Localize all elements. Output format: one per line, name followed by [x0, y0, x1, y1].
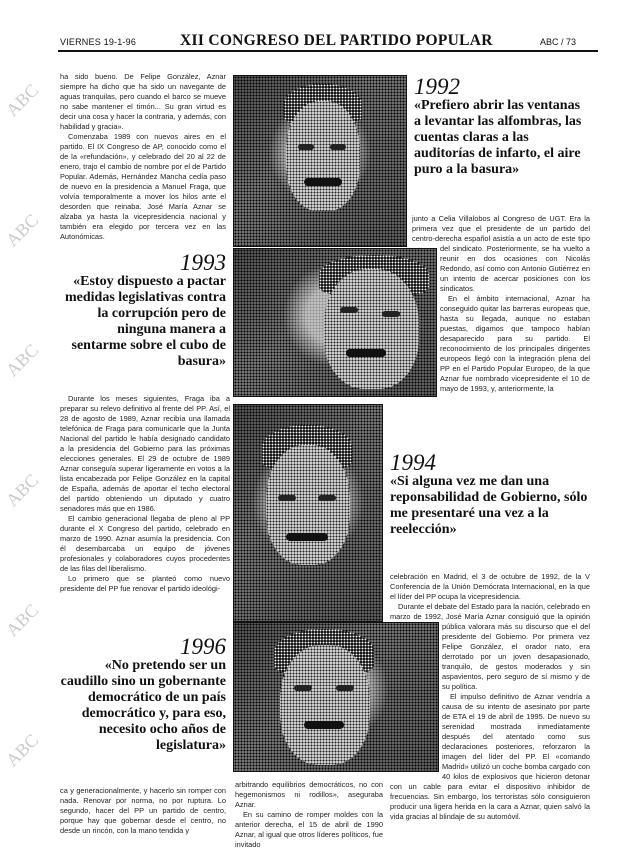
paragraph: arbitrando equilibrios democráticos, no con hegemonismos ni rodillos», aseguraba Aznar.: [235, 780, 383, 809]
paragraph: En su camino de romper moldes con la anterior derecha, el 15 de abril de 1990 Aznar, al igual que otros líderes políticos, fue invitado: [235, 810, 383, 849]
quote-text: «Prefiero abrir las ventanas a levantar las alfombras, las cuentas claras a las auditorías de infarto, el aire puro a la basura»: [414, 98, 582, 177]
quote-1992: [414, 76, 590, 178]
paragraph: Durante los meses siguientes, Fraga iba a preparar su relevo definitivo al frente del PP. Así, el 28 de agosto de 1989, Aznar recibía una llamada telefónica de Fraga para comunicarle que la Junta Nacional del partido le había designado candidato a la presidencia del Gobierno para las próximas elecciones generales. El 29 de octubre de 1989 Aznar conseguía superar ligeramente en votos a la lista encabezada por Felipe González en la capital de España, además de aportar el techo electoral del partido obteniendo un diputado y cuatro senadores más que en 1986.: [60, 394, 230, 513]
quote-text: «Si alguna vez me dan una reponsabilidad de Gobierno, sólo me presentaré una vez a la reelección»: [390, 474, 588, 537]
quote-1994: [390, 452, 590, 538]
header-date: VIERNES 19-1-96: [60, 37, 137, 47]
article-column-c: [60, 394, 230, 594]
header-rule: [58, 50, 598, 52]
watermark: ABC: [1, 729, 43, 771]
paragraph: En el ámbito internacional, Aznar ha conseguido quitar las barreras europeas que, hasta su llegada, aunque no estaban puestas, digamos que tampoco habían desaparecido para su partido. El reconocimiento de los principales dirigentes europeos llegó con la integración plena del PP en el Partido Popular Europeo, de la que Aznar fue nombrado vicepresidente el 10 de mayo de 1993, y, anteriormente, la: [440, 294, 590, 393]
paragraph: celebración en Madrid, el 3 de octubre de 1992, de la V Conferencia de la Unión Demócrata Internacional, en la que el líder del PP ocupa la vicepresidencia.: [390, 572, 590, 601]
quote-year: 1994: [390, 450, 436, 475]
watermark: ABC: [1, 209, 43, 251]
watermark: ABC: [1, 599, 43, 641]
paragraph: El impulso definitivo de Aznar vendría a causa de su intento de asesinato por parte de ETA el 19 de abril de 1995. De nuevo su serenidad mostrada inmediatamente después del atentado como sus declaraciones posteriores, reforzaron la imagen del líder del PP. El «comando Madrid» utilizó un coche bomba cargado con 40 kilos de explosivos que hicieron detonar con un cable para evitar el dispositivo inhibidor de frecuencias. Sin embargo, los terroristas sólo consiguieron producir una ligera herida en la cara a Aznar, quien salvó la vida gracias al blindaje de su automóvil.: [390, 692, 590, 821]
page-number: ABC / 73: [540, 37, 577, 47]
paragraph: El cambio generacional llegaba de pleno al PP durante el X Congreso del partido, celebrado en marzo de 1990. Aznar asumía la presidencia. Con él desembarcaba un equipo de jóvenes profesionales y colaboradores cuyos procedentes de las filas del liberalismo.: [60, 514, 230, 573]
quote-year: 1993: [180, 250, 226, 275]
paragraph: ha sido bueno. De Felipe González, Aznar siempre ha dicho que ha sido un navegante de aguas tranquilas, pero cuando el barco se mueve no sabe mantener el timón... Su gran virtud es decir una cosa y hacer la contraria, y además, con habilidad y gracia».: [60, 72, 226, 131]
quote-1996: [60, 636, 226, 754]
watermark: ABC: [1, 79, 43, 121]
watermark: ABC: [1, 339, 43, 381]
quote-1993: [60, 252, 226, 370]
paragraph: Comenzaba 1989 con nuevos aires en el partido. El IX Congreso de AP, conocido como el de la «refundación», y celebrado del 20 al 22 de enero, trajo el cambio de nombre por el de Partido Popular. Además, Hernández Mancha cedía paso de nuevo en la presidencia a Manuel Fraga, que volvía temporalmente a mover los hilos ante el desorden que reinaba. José María Aznar se alzaba ya hasta la vicepresidencia nacional y también era elegido por tercera vez en las Autonómicas.: [60, 132, 226, 241]
quote-year: 1996: [180, 634, 226, 659]
photo-aznar-1992: [233, 75, 407, 247]
photo-aznar-1996: [233, 622, 439, 772]
photo-aznar-1993: [233, 248, 437, 397]
quote-year: 1992: [414, 74, 460, 99]
article-column-a: [60, 72, 226, 242]
article-bottom-2: [235, 780, 383, 850]
watermark: ABC: [1, 469, 43, 511]
quote-text: «Estoy dispuesto a pactar medidas legislativas contra la corrupción pero de ninguna manera a sentarme sobre el cubo de basura»: [65, 274, 226, 369]
paragraph: junto a Celia Villalobos al Congreso de UGT. Era la primera vez que el presidente de un partido del centro-derecha español asistía a un acto de este tipo del sindicato. Posteriormente, se ha vuelto a reunir en dos ocasiones con Nicolás Redondo, así como con Antonio Gutiérrez en un intento de acercar posiciones con los sindicatos.: [412, 214, 590, 293]
article-bottom-1: [60, 786, 226, 836]
section-title: XII CONGRESO DEL PARTIDO POPULAR: [180, 32, 493, 49]
paragraph: Lo primero que se planteó como nuevo presidente del PP fue renovar el partido ideológi-: [60, 574, 230, 593]
paragraph: ca y generacionalmente, y hacerlo sin romper con nada. Renovar por norma, no por ruptura. Lo segundo, hacer del PP un partido de centro, porque hay que gobernar desde el centro, no desde un rincón, con la mano tendida y: [60, 786, 226, 835]
paragraph: Durante el debate del Estado para la nación, celebrado en marzo de 1992, José María Aznar consiguió que la opinión pública valorara más su discurso que el del presidente del Gobierno. Por primera vez Felipe González, el orador nato, era derrotado por un joven desapasionado, tranquilo, de gestos moderados y sin aspavientos, pero seguro de sí mismo y de su política.: [390, 602, 590, 691]
photo-aznar-1994: [233, 404, 383, 622]
quote-text: «No pretendo ser un caudillo sino un gobernante democrático de un país democrático y, para eso, necesito ocho años de legislatura»: [60, 658, 226, 753]
